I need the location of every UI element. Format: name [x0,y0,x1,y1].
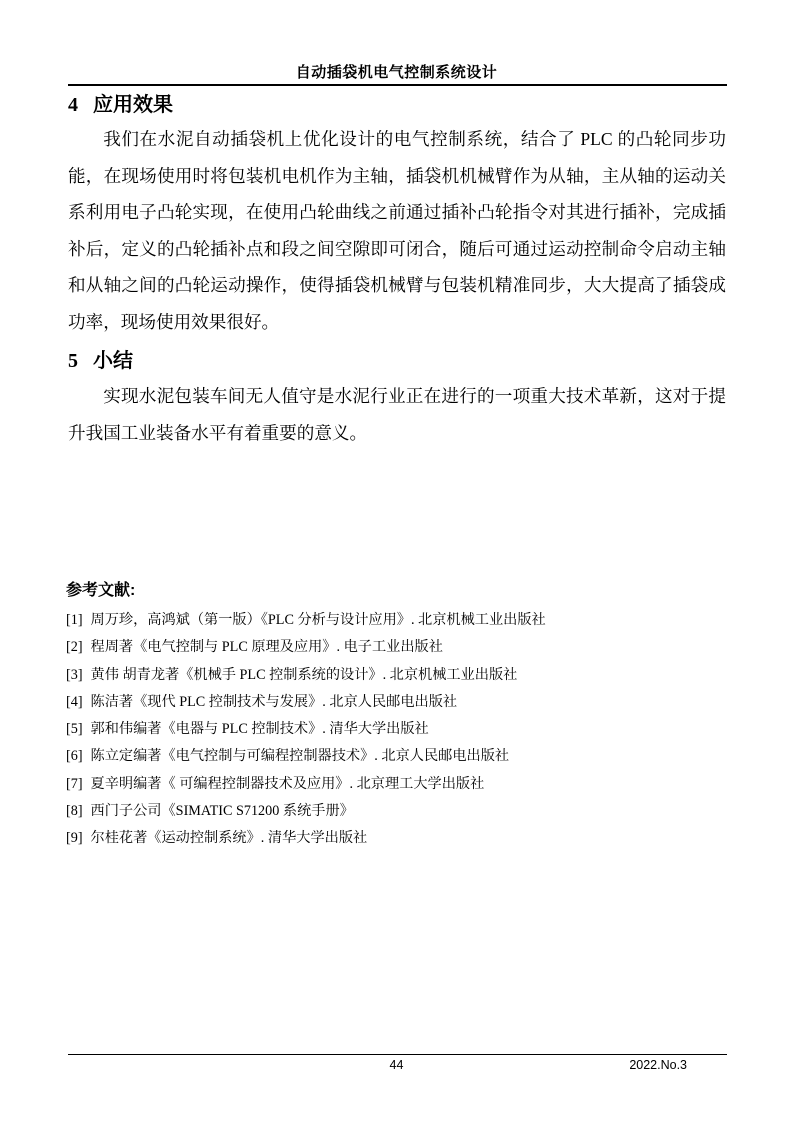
reference-label: [8] [66,803,83,820]
reference-item [66,771,733,798]
reference-text: 夏辛明编著《 可编程控制器技术及应用》. 北京理工大学出版社 [90,775,485,792]
reference-label: [1] [66,612,83,628]
section-5-paragraph: 实现水泥包装车间无人值守是水泥行业正在进行的一项重大技术革新，这对于提升我国工业装备水平有着重要的意义。 [68,386,726,443]
reference-label: [6] [66,748,83,765]
reference-text: 尔桂花著《运动控制系统》. 清华大学出版社 [90,830,368,847]
section-5-heading [68,344,133,373]
section-4-title: 应用效果 [93,94,173,116]
section-4-heading [68,88,173,117]
reference-text: 西门子公司《SIMATIC S71200 系统手册》 [90,803,354,820]
reference-text: 郭和伟编著《电器与 PLC 控制技术》. 清华大学出版社 [90,721,429,738]
reference-item [66,634,733,661]
reference-item [66,743,733,770]
section-5-title: 小结 [93,350,133,372]
reference-text: 程周著《电气控制与 PLC 原理及应用》. 电子工业出版社 [90,639,443,656]
footer-issue-label: 2022.No.3 [629,1058,687,1072]
reference-text: 黄伟 胡青龙著《机械手 PLC 控制系统的设计》. 北京机械工业出版社 [90,666,518,683]
reference-item [66,689,733,716]
reference-text: 陈立定编著《电气控制与可编程控制器技术》. 北京人民邮电出版社 [90,748,510,765]
reference-item [66,607,733,634]
header-divider [68,84,727,86]
page-header-title: 自动插袋机电气控制系统设计 [295,65,498,81]
reference-item [66,662,733,689]
reference-label: [5] [66,721,83,738]
reference-label: [9] [66,830,83,847]
references-list [66,607,733,853]
reference-item [66,716,733,743]
reference-item [66,825,733,852]
reference-label: [7] [66,775,83,792]
reference-label: [2] [66,639,83,656]
reference-text: 陈洁著《现代 PLC 控制技术与发展》. 北京人民邮电出版社 [90,693,458,710]
footer-divider [68,1054,727,1055]
section-5-number: 5 [68,350,78,372]
section-4-number: 4 [68,94,78,116]
reference-item [66,798,733,825]
reference-label: [3] [66,666,83,683]
references-heading: 参考文献: [66,582,136,599]
reference-text: 周万珍，高鸿斌（第一版）《PLC 分析与设计应用》. 北京机械工业出版社 [90,612,546,628]
reference-label: [4] [66,693,83,710]
footer-page-number: 44 [389,1058,404,1072]
section-4-paragraph: 我们在水泥自动插袋机上优化设计的电气控制系统，结合了 PLC 的凸轮同步功能，在现场使用时将包装机电机作为主轴，插袋机机械臂作为从轴，主从轴的运动关系利用电子凸轮实现，在使用凸轮曲线之前通过插补凸轮指令对其进行插补，完成插补后，定义的凸轮插补点和段之间空隙即可闭合，随后可通过运动控制命令启动主轴和从轴之间的凸轮运动操作，使得插袋机械臂与包装机精准同步，大大提高了插袋成功率，现场使用效果很好。 [68,129,726,332]
